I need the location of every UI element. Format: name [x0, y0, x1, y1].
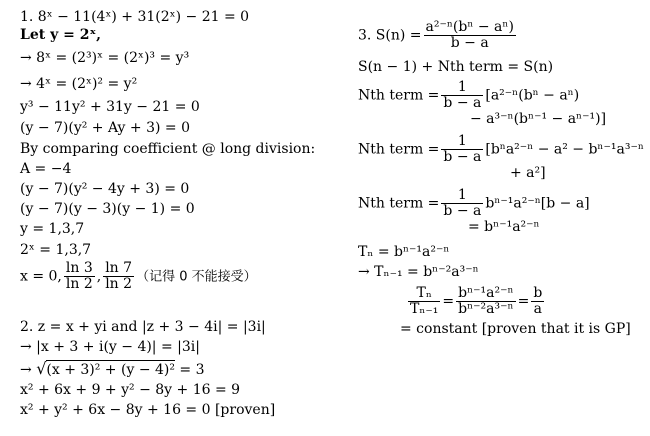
- q3-sn-definition: [358, 20, 518, 51]
- fraction-denominator: bⁿ⁻²a³⁻ⁿ: [458, 301, 514, 317]
- fraction-denominator: ln 2: [105, 276, 133, 292]
- fraction-one-over-b-minus-a: [441, 188, 483, 219]
- comma: ,: [96, 268, 102, 285]
- q1-x-solutions: [20, 261, 257, 292]
- q2-expanded: x² + 6x + 9 + y² − 8y + 16 = 9: [20, 382, 241, 398]
- q2-statement: 2. z = x + yi and |z + 3 − 4i| = |3i|: [20, 319, 266, 335]
- q2-proven: x² + y² + 6x − 8y + 16 = 0 [proven]: [20, 402, 276, 418]
- fraction-numerator: a²⁻ⁿ(bⁿ − aⁿ): [425, 19, 514, 35]
- q3-nth-term-2: [358, 134, 644, 165]
- fraction-ln3-ln2: [64, 261, 95, 292]
- q3-nth-term-1: [358, 80, 579, 111]
- fraction-power-ratio: [456, 286, 515, 317]
- fraction-numerator: 1: [441, 80, 483, 96]
- q3-nth-term-2-cont: + a²]: [510, 165, 546, 181]
- fraction-ln7-ln2: [103, 261, 134, 292]
- q1-factor-quadratic: (y − 7)(y² − 4y + 3) = 0: [20, 181, 190, 197]
- q1-step-8x: → 8ˣ = (2³)ˣ = (2ˣ)³ = y³: [20, 50, 190, 66]
- q1-factor-form: (y − 7)(y² + Ay + 3) = 0: [20, 120, 190, 136]
- fraction-denominator: ln 2: [65, 276, 93, 292]
- fraction-one-over-b-minus-a: [441, 134, 483, 165]
- q3-tn-minus-1: → Tₙ₋₁ = bⁿ⁻²a³⁻ⁿ: [358, 264, 479, 280]
- fraction-one-over-b-minus-a: [441, 80, 483, 111]
- fraction-numerator: b: [533, 285, 543, 301]
- fraction-numerator: 1: [441, 134, 483, 150]
- fraction-denominator: Tₙ₋₁: [410, 301, 439, 317]
- q3-nth-term-1-cont: − a³⁻ⁿ(bⁿ⁻¹ − aⁿ⁻¹)]: [470, 111, 607, 127]
- q1-chinese-note: （记得 0 不能接受）: [136, 269, 257, 285]
- fraction-numerator: Tₙ: [408, 286, 440, 302]
- fraction-denominator: b − a: [443, 203, 482, 219]
- nth-term-bracket: [bⁿa²⁻ⁿ − a² − bⁿ⁻¹a³⁻ⁿ: [485, 141, 644, 158]
- equals: =: [442, 293, 455, 310]
- q1-2x-values: 2ˣ = 1,3,7: [20, 242, 92, 258]
- sqrt-rhs: = 3: [174, 362, 205, 378]
- q3-ratio: [406, 286, 546, 317]
- fraction-numerator: 1: [441, 188, 483, 204]
- q3-nth-term-3-cont: = bⁿ⁻¹a²⁻ⁿ: [468, 219, 540, 235]
- q1-coefficient-a: A = −4: [20, 161, 72, 177]
- fraction-b-over-a: [531, 286, 544, 317]
- q1-substitution: Let y = 2ˣ,: [20, 27, 101, 43]
- nth-term-bracket: [a²⁻ⁿ(bⁿ − aⁿ): [485, 87, 580, 104]
- nth-term-bracket: bⁿ⁻¹a²⁻ⁿ[b − a]: [485, 195, 590, 212]
- fraction-denominator: b − a: [443, 95, 482, 111]
- fraction-denominator: b − a: [450, 35, 489, 51]
- nth-term-prefix: Nth term =: [358, 195, 440, 212]
- sqrt-icon: √: [36, 359, 47, 378]
- q1-x-prefix: x = 0,: [20, 268, 62, 285]
- q1-comparing-note: By comparing coefficient @ long division:: [20, 141, 316, 157]
- q3-conclusion: = constant [proven that it is GP]: [400, 321, 631, 337]
- q1-factor-full: (y − 7)(y − 3)(y − 1) = 0: [20, 201, 195, 217]
- nth-term-prefix: Nth term =: [358, 87, 440, 104]
- q1-y-roots: y = 1,3,7: [20, 221, 85, 237]
- q1-cubic: y³ − 11y² + 31y − 21 = 0: [20, 99, 200, 115]
- equals: =: [517, 293, 530, 310]
- arrow-icon: →: [20, 362, 32, 378]
- fraction-denominator: b − a: [443, 149, 482, 165]
- q2-modulus-step: → |x + 3 + i(y − 4)| = |3i|: [20, 339, 200, 355]
- nth-term-prefix: Nth term =: [358, 141, 440, 158]
- q2-sqrt-step: [20, 360, 205, 379]
- fraction-tn-ratio: [408, 286, 440, 317]
- q3-recurrence: S(n − 1) + Nth term = S(n): [358, 59, 554, 75]
- fraction-numerator: bⁿ⁻¹a²⁻ⁿ: [458, 285, 514, 301]
- fraction-numerator: ln 3: [65, 260, 93, 276]
- fraction-numerator: ln 7: [105, 260, 133, 276]
- q3-sn-prefix: 3. S(n) =: [358, 27, 422, 44]
- fraction-denominator: a: [533, 301, 542, 317]
- q1-step-4x: → 4ˣ = (2ˣ)² = y²: [20, 76, 138, 92]
- q3-tn: Tₙ = bⁿ⁻¹a²⁻ⁿ: [358, 244, 450, 260]
- fraction-sn: [424, 20, 516, 51]
- q3-nth-term-3: [358, 188, 590, 219]
- q1-equation: 1. 8ˣ − 11(4ˣ) + 31(2ˣ) − 21 = 0: [20, 9, 250, 25]
- sqrt-radicand: (x + 3)² + (y − 4)²: [46, 362, 175, 378]
